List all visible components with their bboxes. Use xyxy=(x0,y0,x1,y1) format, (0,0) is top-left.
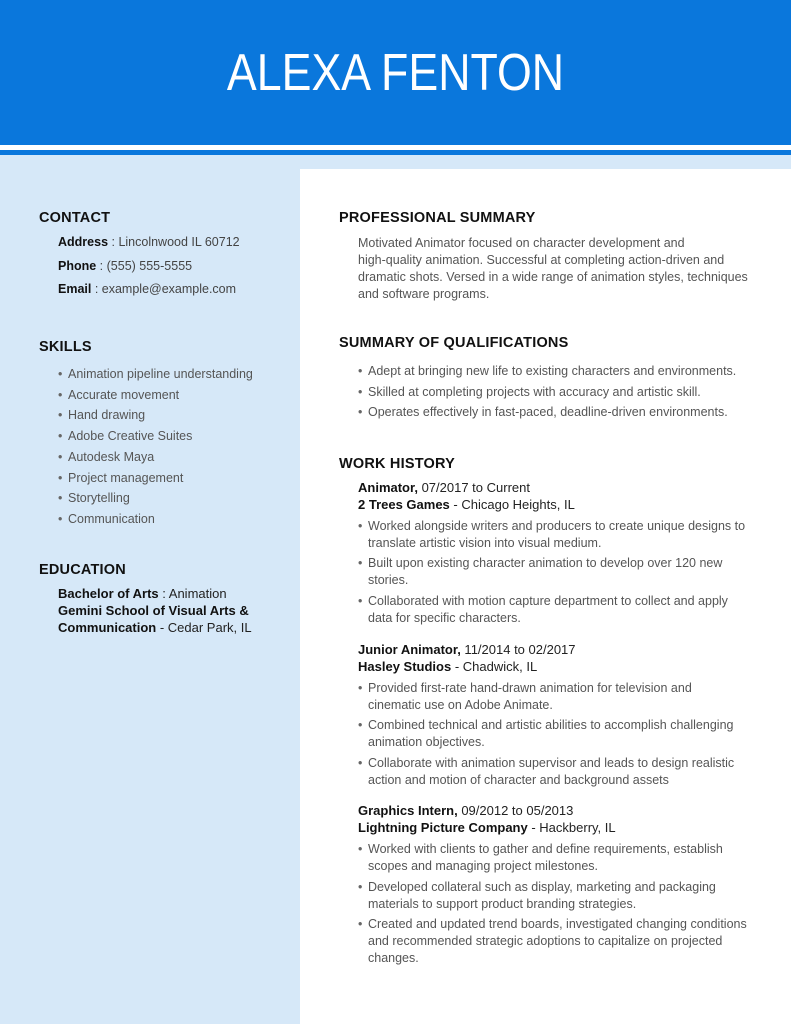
summary-line: and software programs. xyxy=(358,287,490,301)
job-bullet xyxy=(368,879,763,913)
bullet-line: materials to support product branding strategies. xyxy=(368,897,637,911)
job-bullet xyxy=(368,555,763,589)
summary-line: high-quality animation. Successful at completing action-driven and xyxy=(358,253,725,267)
phone-value: : (555) 555-5555 xyxy=(96,259,193,273)
job-title-line xyxy=(358,480,530,495)
job-bullet xyxy=(368,593,763,627)
summary-line: Motivated Animator focused on character development and xyxy=(358,236,685,250)
job-bullet xyxy=(368,518,763,552)
bullet-line: • Worked alongside writers and producers to create unique designs to xyxy=(368,519,746,533)
bullet-line: and recommended strategic adoptions to capitalize on projected xyxy=(368,934,723,948)
job-bullet xyxy=(368,717,763,751)
bullet-line: • Collaborated with motion capture department to collect and apply xyxy=(368,594,728,608)
skill-item: • Accurate movement xyxy=(68,388,179,402)
bullet-line: stories. xyxy=(368,573,409,587)
school-name: Gemini School of Visual Arts & xyxy=(58,603,249,618)
email-label: Email xyxy=(58,282,92,296)
job-title-line xyxy=(358,803,573,818)
qualification-item: • Adept at bringing new life to existing characters and environments. xyxy=(368,364,736,378)
job-bullet xyxy=(368,916,763,967)
qualifications-heading: SUMMARY OF QUALIFICATIONS xyxy=(339,335,569,351)
job-title: Junior Animator, xyxy=(358,642,461,657)
job-dates: 09/2012 to 05/2013 xyxy=(457,803,574,818)
email-value: : example@example.com xyxy=(91,282,237,296)
bullet-line: data for specific characters. xyxy=(368,611,521,625)
bullet-line: • Worked with clients to gather and define requirements, establish xyxy=(368,842,723,856)
job-company-line xyxy=(358,497,575,512)
job-company: Hasley Studios xyxy=(358,659,452,674)
job-title: Graphics Intern, xyxy=(358,803,458,818)
bullet-line: • Provided first-rate hand-drawn animation for television and xyxy=(368,681,692,695)
job-company: Lightning Picture Company xyxy=(358,820,528,835)
bullet-line: • Combined technical and artistic abilities to accomplish challenging xyxy=(368,718,734,732)
skill-item: • Autodesk Maya xyxy=(68,450,154,464)
skill-item: • Project management xyxy=(68,471,183,485)
job-dates: 07/2017 to Current xyxy=(417,480,530,495)
summary-line: dramatic shots. Versed in a wide range of animation styles, techniques xyxy=(358,270,748,284)
bullet-line: scopes and managing project milestones. xyxy=(368,859,598,873)
summary-paragraph xyxy=(358,235,768,303)
work-history-heading: WORK HISTORY xyxy=(339,456,455,472)
bullet-line: • Built upon existing character animation to develop over 120 new xyxy=(368,556,723,570)
header-rule-light xyxy=(0,155,791,169)
skill-item: • Hand drawing xyxy=(68,408,145,422)
bullet-line: changes. xyxy=(368,951,419,965)
contact-heading: CONTACT xyxy=(39,210,111,226)
education-heading: EDUCATION xyxy=(39,562,126,578)
bullet-line: animation objectives. xyxy=(368,735,485,749)
bullet-line: translate artistic vision into visual medium. xyxy=(368,536,602,550)
job-location: - Chadwick, IL xyxy=(451,659,538,674)
job-bullet xyxy=(368,680,763,714)
qualification-item: • Operates effectively in fast-paced, deadline-driven environments. xyxy=(368,405,728,419)
candidate-name: ALEXA FENTON xyxy=(226,43,565,102)
school-location: - Cedar Park, IL xyxy=(156,620,252,635)
bullet-line: • Collaborate with animation supervisor and leads to design realistic xyxy=(368,756,735,770)
contact-phone xyxy=(58,259,192,273)
job-location: - Chicago Heights, IL xyxy=(449,497,575,512)
job-location: - Hackberry, IL xyxy=(527,820,616,835)
phone-label: Phone xyxy=(58,259,97,273)
job-company: 2 Trees Games xyxy=(358,497,450,512)
qualification-item: • Skilled at completing projects with accuracy and artistic skill. xyxy=(368,385,701,399)
degree-field: : Animation xyxy=(158,586,227,601)
job-company-line xyxy=(358,820,616,835)
skills-heading: SKILLS xyxy=(39,339,92,355)
skill-item: • Animation pipeline understanding xyxy=(68,367,253,381)
skill-item: • Communication xyxy=(68,512,155,526)
job-bullet xyxy=(368,755,763,789)
bullet-line: • Created and updated trend boards, investigated changing conditions xyxy=(368,917,747,931)
summary-heading: PROFESSIONAL SUMMARY xyxy=(339,210,536,226)
education-degree xyxy=(58,586,227,601)
degree-name: Bachelor of Arts xyxy=(58,586,159,601)
job-company-line xyxy=(358,659,537,674)
skill-item: • Storytelling xyxy=(68,491,130,505)
education-school-location xyxy=(58,620,252,635)
bullet-line: action and motion of character and background assets xyxy=(368,773,669,787)
job-bullet xyxy=(368,841,763,875)
job-title-line xyxy=(358,642,576,657)
address-label: Address xyxy=(58,235,109,249)
skill-item: • Adobe Creative Suites xyxy=(68,429,192,443)
job-dates: 11/2014 to 02/2017 xyxy=(460,642,576,657)
education-school xyxy=(58,603,249,618)
bullet-line: • Developed collateral such as display, marketing and packaging xyxy=(368,880,716,894)
bullet-line: cinematic use on Adobe Animate. xyxy=(368,698,553,712)
address-value: : Lincolnwood IL 60712 xyxy=(108,235,240,249)
contact-address xyxy=(58,235,240,249)
school-name-cont: Communication xyxy=(58,620,157,635)
contact-email xyxy=(58,282,236,296)
job-title: Animator, xyxy=(358,480,418,495)
